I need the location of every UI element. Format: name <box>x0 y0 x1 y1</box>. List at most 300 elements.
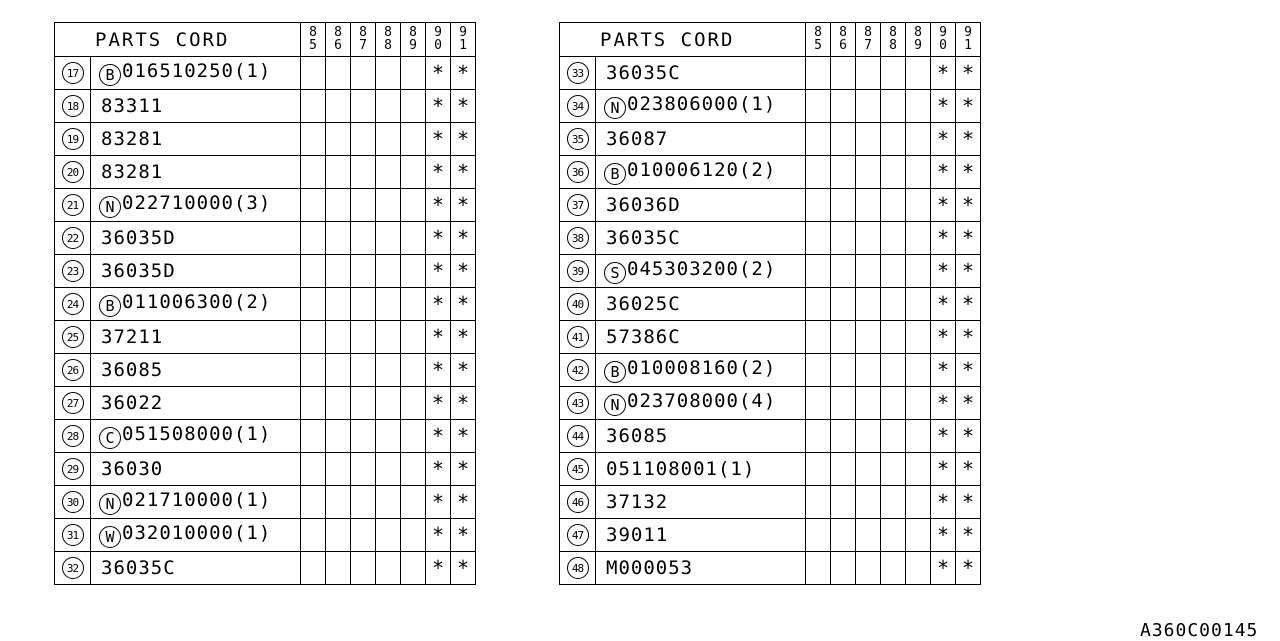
year-mark-cell: * <box>931 123 956 156</box>
year-mark-cell <box>906 387 931 420</box>
year-mark-cell <box>881 552 906 585</box>
year-mark-cell <box>806 156 831 189</box>
table-row <box>55 453 476 486</box>
ref-number-cell <box>560 288 596 321</box>
ref-number-cell <box>55 420 91 453</box>
year-mark-cell <box>326 123 351 156</box>
year-mark-cell <box>831 519 856 552</box>
ref-number: 38 <box>567 227 589 249</box>
year-mark-cell <box>906 486 931 519</box>
year-mark-cell: * <box>451 189 476 222</box>
year-mark-cell <box>351 222 376 255</box>
year-mark-cell <box>831 57 856 90</box>
year-mark-cell <box>856 354 881 387</box>
year-mark-cell: * <box>956 321 981 354</box>
year-mark-cell: * <box>956 90 981 123</box>
year-mark-cell: * <box>956 57 981 90</box>
ref-number-cell <box>560 189 596 222</box>
year-mark-cell: * <box>426 486 451 519</box>
year-mark-cell <box>401 552 426 585</box>
table-row <box>560 321 981 354</box>
parts-table-left <box>54 22 476 585</box>
table-row <box>560 222 981 255</box>
year-mark-cell: * <box>956 156 981 189</box>
part-code: 36085 <box>101 359 164 381</box>
year-mark-cell: * <box>931 288 956 321</box>
year-mark-cell: * <box>956 519 981 552</box>
year-mark-cell <box>376 222 401 255</box>
ref-number-cell <box>55 123 91 156</box>
year-header: 8 7 <box>351 23 376 57</box>
year-mark-cell: * <box>931 156 956 189</box>
year-mark-cell <box>881 321 906 354</box>
year-mark-cell: * <box>426 255 451 288</box>
ref-number: 19 <box>62 128 84 150</box>
year-mark-cell <box>301 255 326 288</box>
year-mark-cell <box>401 420 426 453</box>
year-mark-cell: * <box>451 354 476 387</box>
part-code-cell <box>596 453 806 486</box>
ref-number: 46 <box>567 491 589 513</box>
year-mark-cell <box>906 255 931 288</box>
ref-number-cell <box>560 519 596 552</box>
year-mark-cell: * <box>426 189 451 222</box>
year-mark-cell <box>831 222 856 255</box>
year-mark-cell <box>326 156 351 189</box>
part-prefix-badge: N <box>604 97 626 119</box>
year-mark-cell <box>301 321 326 354</box>
year-header: 8 5 <box>806 23 831 57</box>
year-mark-cell: * <box>426 387 451 420</box>
part-prefix-badge: C <box>99 427 121 449</box>
part-code: 016510250(1) <box>122 60 272 82</box>
year-mark-cell <box>326 288 351 321</box>
part-code-cell <box>91 57 301 90</box>
year-mark-cell <box>856 123 881 156</box>
year-mark-cell <box>351 255 376 288</box>
ref-number: 26 <box>62 359 84 381</box>
year-mark-cell <box>906 420 931 453</box>
table-row <box>560 387 981 420</box>
part-code-cell <box>596 519 806 552</box>
ref-number: 29 <box>62 458 84 480</box>
ref-number: 32 <box>62 557 84 579</box>
part-code: 83311 <box>101 95 164 117</box>
ref-number: 39 <box>567 260 589 282</box>
year-mark-cell <box>856 486 881 519</box>
part-code: 36035D <box>101 260 176 282</box>
year-mark-cell <box>376 321 401 354</box>
table-row <box>560 453 981 486</box>
year-mark-cell <box>401 222 426 255</box>
year-mark-cell <box>326 354 351 387</box>
ref-number-cell <box>560 552 596 585</box>
year-mark-cell <box>856 321 881 354</box>
year-mark-cell <box>881 90 906 123</box>
year-mark-cell <box>831 255 856 288</box>
year-mark-cell: * <box>956 189 981 222</box>
ref-number: 47 <box>567 524 589 546</box>
year-header: 8 6 <box>326 23 351 57</box>
part-code: 045303200(2) <box>627 258 777 280</box>
year-mark-cell <box>376 57 401 90</box>
year-mark-cell <box>326 222 351 255</box>
parts-table-right <box>559 22 981 585</box>
year-mark-cell <box>401 255 426 288</box>
year-mark-cell <box>301 453 326 486</box>
year-mark-cell: * <box>931 90 956 123</box>
year-mark-cell <box>351 420 376 453</box>
year-mark-cell: * <box>426 354 451 387</box>
year-mark-cell <box>401 288 426 321</box>
year-mark-cell <box>301 387 326 420</box>
ref-number-cell <box>55 486 91 519</box>
year-mark-cell: * <box>426 420 451 453</box>
ref-number-cell <box>560 255 596 288</box>
part-code: 021710000(1) <box>122 489 272 511</box>
year-mark-cell <box>326 90 351 123</box>
table-row <box>55 354 476 387</box>
year-mark-cell <box>831 420 856 453</box>
part-code-cell <box>91 453 301 486</box>
year-mark-cell: * <box>451 255 476 288</box>
year-mark-cell <box>881 354 906 387</box>
year-mark-cell <box>326 57 351 90</box>
part-prefix-badge: B <box>99 295 121 317</box>
year-mark-cell <box>326 552 351 585</box>
year-mark-cell: * <box>426 123 451 156</box>
ref-number: 37 <box>567 194 589 216</box>
year-mark-cell <box>881 519 906 552</box>
year-mark-cell <box>326 189 351 222</box>
ref-number-cell <box>560 420 596 453</box>
part-code-cell <box>91 123 301 156</box>
parts-cord-header: PARTS CORD <box>560 23 806 57</box>
year-mark-cell: * <box>426 552 451 585</box>
part-prefix-badge: S <box>604 262 626 284</box>
ref-number-cell <box>55 552 91 585</box>
year-mark-cell <box>906 156 931 189</box>
year-mark-cell <box>376 420 401 453</box>
year-mark-cell: * <box>931 354 956 387</box>
year-mark-cell <box>831 156 856 189</box>
year-mark-cell <box>376 387 401 420</box>
table-body <box>560 57 981 585</box>
year-mark-cell <box>401 90 426 123</box>
part-code-cell <box>596 321 806 354</box>
year-mark-cell <box>351 552 376 585</box>
year-mark-cell <box>806 453 831 486</box>
table-row <box>560 189 981 222</box>
year-mark-cell <box>856 189 881 222</box>
year-mark-cell <box>301 222 326 255</box>
year-mark-cell <box>351 123 376 156</box>
table-row <box>55 90 476 123</box>
table-row <box>55 288 476 321</box>
table-row <box>55 387 476 420</box>
year-mark-cell: * <box>426 90 451 123</box>
year-mark-cell <box>351 453 376 486</box>
year-mark-cell <box>401 453 426 486</box>
year-mark-cell: * <box>931 222 956 255</box>
part-code-cell <box>91 156 301 189</box>
year-mark-cell <box>301 57 326 90</box>
year-mark-cell <box>906 321 931 354</box>
year-mark-cell <box>326 387 351 420</box>
year-mark-cell <box>301 123 326 156</box>
table-body <box>55 57 476 585</box>
year-mark-cell: * <box>931 486 956 519</box>
year-mark-cell <box>301 156 326 189</box>
year-mark-cell <box>301 519 326 552</box>
diagram-code: A360C00145 <box>1140 620 1259 641</box>
year-mark-cell <box>906 123 931 156</box>
year-mark-cell: * <box>956 486 981 519</box>
ref-number: 41 <box>567 326 589 348</box>
year-mark-cell <box>351 486 376 519</box>
ref-number: 23 <box>62 260 84 282</box>
ref-number-cell <box>560 222 596 255</box>
year-mark-cell <box>401 321 426 354</box>
ref-number-cell <box>55 255 91 288</box>
ref-number: 18 <box>62 95 84 117</box>
year-mark-cell <box>881 288 906 321</box>
year-header: 8 8 <box>376 23 401 57</box>
year-mark-cell: * <box>451 552 476 585</box>
year-mark-cell <box>326 486 351 519</box>
year-mark-cell <box>376 255 401 288</box>
year-mark-cell <box>301 552 326 585</box>
table-row <box>560 288 981 321</box>
year-mark-cell: * <box>451 57 476 90</box>
year-header: 8 7 <box>856 23 881 57</box>
year-mark-cell <box>401 519 426 552</box>
year-mark-cell <box>906 354 931 387</box>
year-mark-cell <box>351 288 376 321</box>
table-row <box>55 486 476 519</box>
year-mark-cell <box>806 90 831 123</box>
year-mark-cell <box>806 255 831 288</box>
year-mark-cell <box>856 255 881 288</box>
part-code: 051108001(1) <box>606 458 756 480</box>
part-prefix-badge: N <box>604 394 626 416</box>
part-prefix-badge: B <box>604 361 626 383</box>
year-mark-cell <box>326 519 351 552</box>
part-code: 010008160(2) <box>627 357 777 379</box>
ref-number: 21 <box>62 194 84 216</box>
part-prefix-badge: W <box>99 526 121 548</box>
ref-number: 42 <box>567 359 589 381</box>
year-mark-cell: * <box>451 156 476 189</box>
part-code-cell <box>91 354 301 387</box>
year-mark-cell <box>376 354 401 387</box>
ref-number-cell <box>560 486 596 519</box>
year-mark-cell <box>806 519 831 552</box>
year-mark-cell <box>906 90 931 123</box>
part-code: 032010000(1) <box>122 522 272 544</box>
table-row <box>560 156 981 189</box>
year-mark-cell <box>401 189 426 222</box>
year-mark-cell <box>326 255 351 288</box>
year-mark-cell <box>376 552 401 585</box>
year-mark-cell: * <box>956 387 981 420</box>
year-mark-cell: * <box>931 387 956 420</box>
year-mark-cell: * <box>956 420 981 453</box>
part-code: 83281 <box>101 161 164 183</box>
year-mark-cell <box>401 123 426 156</box>
year-mark-cell <box>881 255 906 288</box>
year-mark-cell <box>301 90 326 123</box>
year-mark-cell <box>326 420 351 453</box>
year-mark-cell <box>806 288 831 321</box>
ref-number: 48 <box>567 557 589 579</box>
year-mark-cell <box>856 519 881 552</box>
year-header: 9 0 <box>931 23 956 57</box>
ref-number: 22 <box>62 227 84 249</box>
ref-number-cell <box>55 321 91 354</box>
year-mark-cell <box>831 189 856 222</box>
year-mark-cell <box>806 354 831 387</box>
year-mark-cell <box>856 222 881 255</box>
ref-number-cell <box>55 156 91 189</box>
table-row <box>560 90 981 123</box>
part-code-cell <box>91 420 301 453</box>
ref-number-cell <box>560 57 596 90</box>
year-mark-cell <box>831 321 856 354</box>
part-code: 36022 <box>101 392 164 414</box>
year-mark-cell <box>881 57 906 90</box>
table-row <box>55 57 476 90</box>
year-mark-cell: * <box>956 453 981 486</box>
ref-number: 30 <box>62 491 84 513</box>
part-code: 36035D <box>101 227 176 249</box>
ref-number-cell <box>55 189 91 222</box>
year-mark-cell <box>401 486 426 519</box>
ref-number: 40 <box>567 293 589 315</box>
table-header <box>560 23 981 57</box>
year-mark-cell: * <box>931 189 956 222</box>
year-mark-cell <box>856 387 881 420</box>
ref-number: 25 <box>62 326 84 348</box>
table-row <box>560 123 981 156</box>
year-mark-cell <box>401 156 426 189</box>
year-mark-cell <box>301 420 326 453</box>
year-mark-cell <box>401 57 426 90</box>
table-row <box>560 255 981 288</box>
year-mark-cell <box>351 387 376 420</box>
year-mark-cell <box>806 387 831 420</box>
year-mark-cell <box>401 354 426 387</box>
part-code-cell <box>596 288 806 321</box>
year-mark-cell: * <box>931 321 956 354</box>
part-code-cell <box>596 255 806 288</box>
year-mark-cell <box>351 57 376 90</box>
part-code: 36087 <box>606 128 669 150</box>
year-header: 9 1 <box>956 23 981 57</box>
year-mark-cell <box>376 486 401 519</box>
part-code: 051508000(1) <box>122 423 272 445</box>
table-row <box>560 486 981 519</box>
year-header: 8 5 <box>301 23 326 57</box>
ref-number-cell <box>560 354 596 387</box>
year-mark-cell: * <box>451 420 476 453</box>
year-mark-cell: * <box>956 552 981 585</box>
part-code: 36085 <box>606 425 669 447</box>
part-code: 37132 <box>606 491 669 513</box>
part-code-cell <box>596 387 806 420</box>
year-mark-cell: * <box>931 420 956 453</box>
year-mark-cell <box>376 453 401 486</box>
year-mark-cell <box>351 90 376 123</box>
ref-number-cell <box>560 321 596 354</box>
year-mark-cell <box>351 156 376 189</box>
year-mark-cell <box>856 453 881 486</box>
table-row <box>560 519 981 552</box>
part-code: 011006300(2) <box>122 291 272 313</box>
year-mark-cell: * <box>426 156 451 189</box>
year-mark-cell <box>326 321 351 354</box>
ref-number: 17 <box>62 62 84 84</box>
year-mark-cell <box>906 453 931 486</box>
year-mark-cell <box>806 552 831 585</box>
part-code: 023806000(1) <box>627 93 777 115</box>
table-row <box>55 189 476 222</box>
year-mark-cell <box>351 321 376 354</box>
year-mark-cell: * <box>956 123 981 156</box>
year-mark-cell: * <box>426 321 451 354</box>
part-code: 010006120(2) <box>627 159 777 181</box>
ref-number: 43 <box>567 392 589 414</box>
part-code-cell <box>91 486 301 519</box>
year-header: 8 9 <box>401 23 426 57</box>
year-mark-cell <box>831 354 856 387</box>
year-mark-cell <box>806 57 831 90</box>
parts-cord-header: PARTS CORD <box>55 23 301 57</box>
year-mark-cell <box>831 123 856 156</box>
table-row <box>55 519 476 552</box>
year-mark-cell: * <box>451 519 476 552</box>
ref-number: 35 <box>567 128 589 150</box>
ref-number-cell <box>55 90 91 123</box>
ref-number: 27 <box>62 392 84 414</box>
part-code-cell <box>91 222 301 255</box>
part-code-cell <box>91 255 301 288</box>
year-mark-cell: * <box>451 90 476 123</box>
year-header: 8 6 <box>831 23 856 57</box>
table-row <box>560 57 981 90</box>
ref-number: 24 <box>62 293 84 315</box>
year-mark-cell <box>856 420 881 453</box>
ref-number: 44 <box>567 425 589 447</box>
part-prefix-badge: B <box>99 64 121 86</box>
part-code-cell <box>91 387 301 420</box>
ref-number-cell <box>560 156 596 189</box>
table-row <box>55 552 476 585</box>
table-row <box>560 354 981 387</box>
year-mark-cell <box>376 156 401 189</box>
part-prefix-badge: N <box>99 196 121 218</box>
year-mark-cell <box>301 354 326 387</box>
ref-number: 36 <box>567 161 589 183</box>
year-mark-cell <box>806 222 831 255</box>
year-mark-cell: * <box>451 321 476 354</box>
year-mark-cell: * <box>451 123 476 156</box>
table-header <box>55 23 476 57</box>
year-header: 9 1 <box>451 23 476 57</box>
ref-number-cell <box>55 354 91 387</box>
year-mark-cell: * <box>451 486 476 519</box>
year-mark-cell: * <box>426 57 451 90</box>
